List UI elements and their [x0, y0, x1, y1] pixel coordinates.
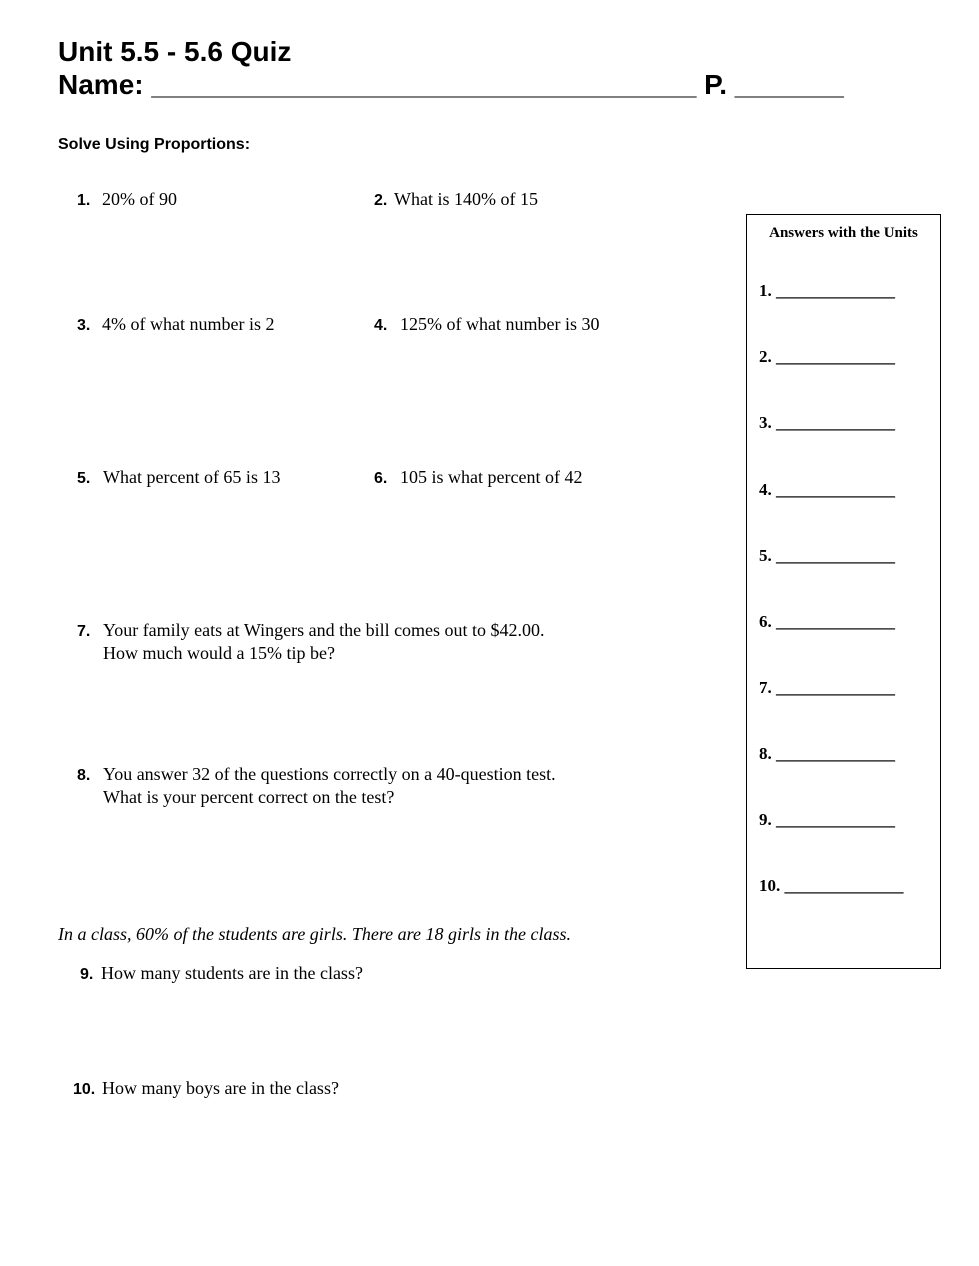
answer-line-6[interactable]: 6. ______________ — [759, 612, 895, 631]
answer-line-9[interactable]: 9. ______________ — [759, 810, 895, 829]
question-6 — [374, 466, 582, 490]
question-number: 5. — [77, 470, 91, 487]
answer-line-2[interactable]: 2. ______________ — [759, 347, 895, 366]
question-5 — [77, 466, 280, 490]
question-number: 9. — [80, 966, 94, 983]
question-text: How many students are in the class? — [101, 963, 363, 983]
question-2 — [374, 188, 538, 212]
question-7-line-2: How much would a 15% tip be? — [103, 643, 335, 663]
question-3 — [77, 313, 274, 337]
question-text: What is 140% of 15 — [394, 189, 538, 209]
question-text: 125% of what number is 30 — [400, 314, 600, 334]
answer-line-3[interactable]: 3. ______________ — [759, 413, 895, 432]
question-8-line-2: What is your percent correct on the test? — [103, 787, 395, 807]
context-note: In a class, 60% of the students are girls. There are 18 girls in the class. — [58, 924, 571, 944]
answer-line-5[interactable]: 5. ______________ — [759, 546, 895, 565]
answer-line-10[interactable]: 10. ______________ — [759, 876, 904, 895]
question-9 — [80, 962, 363, 986]
question-7 — [77, 619, 545, 643]
answers-box-title: Answers with the Units — [769, 225, 918, 241]
question-text: 4% of what number is 2 — [102, 314, 275, 334]
question-1 — [77, 188, 177, 212]
question-text-line-1: Your family eats at Wingers and the bill comes out to $42.00. — [103, 620, 545, 640]
question-10 — [73, 1077, 339, 1101]
answer-line-1[interactable]: 1. ______________ — [759, 281, 895, 300]
answer-line-7[interactable]: 7. ______________ — [759, 678, 895, 697]
quiz-title: Unit 5.5 - 5.6 Quiz — [58, 36, 292, 67]
question-text: 20% of 90 — [102, 189, 177, 209]
question-number: 7. — [77, 623, 91, 640]
question-number: 8. — [77, 767, 91, 784]
answer-line-4[interactable]: 4. ______________ — [759, 480, 895, 499]
answers-box — [746, 214, 941, 969]
question-text: What percent of 65 is 13 — [103, 467, 281, 487]
question-text: 105 is what percent of 42 — [400, 467, 583, 487]
question-8 — [77, 763, 556, 787]
question-number: 4. — [374, 317, 388, 334]
section-title: Solve Using Proportions: — [58, 136, 251, 153]
question-number: 10. — [73, 1081, 96, 1098]
question-number: 2. — [374, 192, 388, 209]
answer-line-8[interactable]: 8. ______________ — [759, 744, 895, 763]
question-number: 1. — [77, 192, 91, 209]
question-number: 3. — [77, 317, 91, 334]
question-4 — [374, 313, 599, 337]
question-text: How many boys are in the class? — [102, 1078, 339, 1098]
question-text-line-1: You answer 32 of the questions correctly on a 40-question test. — [103, 764, 556, 784]
question-number: 6. — [374, 470, 388, 487]
name-period-line: Name: ___________________________________ P. _______ — [58, 69, 844, 100]
